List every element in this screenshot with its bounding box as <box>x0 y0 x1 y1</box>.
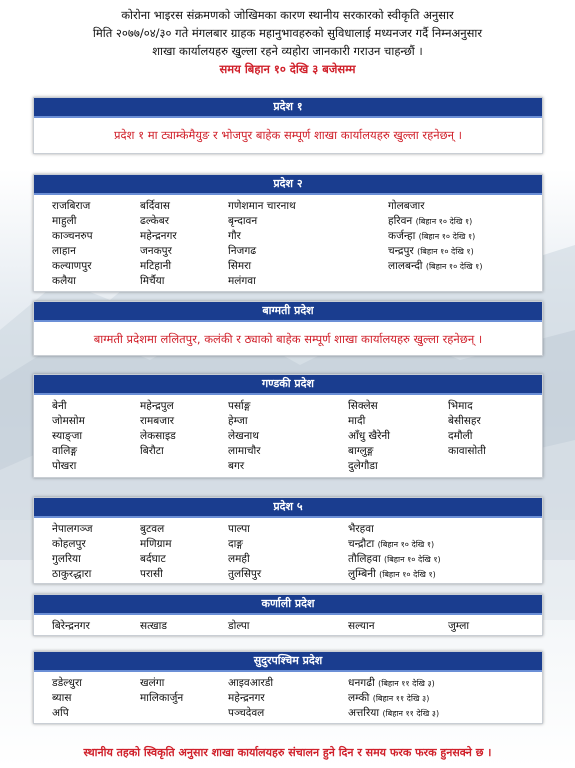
branch-name <box>52 214 140 229</box>
branch-name: सिक्लेस <box>348 400 378 412</box>
branch-name: लेखनाथ <box>228 430 259 442</box>
province-1-section <box>33 97 543 154</box>
branch-name <box>348 552 548 567</box>
branch-hours-note: (बिहान १० देखि १) <box>417 247 474 256</box>
branch-hours-note: (बिहान ११ देखि ३) <box>382 709 440 718</box>
branch-label: सिमरा <box>228 260 252 272</box>
branch-name: बगर <box>228 460 245 472</box>
branch-label: काञ्चनरुप <box>52 230 93 242</box>
branch-name <box>228 214 388 229</box>
sudurpaschim-branch-list <box>34 672 542 721</box>
branch-label: महेन्द्रनगर <box>228 692 265 704</box>
intro-line-3: शाखा कार्यालयहरु खुल्ला रहने व्यहोरा जानकारी गराउन चाहन्छौं । <box>152 44 423 58</box>
branch-label: आइवआरडी <box>228 677 274 689</box>
province-5-header: प्रदेश ५ <box>34 498 542 518</box>
branch-label: कल्याणपुर <box>52 260 92 272</box>
branch-name: बेसीसहर <box>448 415 481 427</box>
branch-name <box>52 199 140 214</box>
branch-label: गौर <box>228 230 241 242</box>
branch-name <box>348 537 548 552</box>
service-hours: समय बिहान १० देखि ३ बजेसम्म <box>219 62 356 76</box>
bagmati-notice: बाग्मती प्रदेशमा ललितपुर, कलंकी र ठ्याको बाहेक सम्पूर्ण शाखा कार्यालयहरु खुल्ला रहनेछन् । <box>93 332 483 346</box>
branch-name <box>52 244 140 259</box>
branch-name <box>388 274 548 289</box>
branch-label: ढल्केबर <box>140 215 170 227</box>
karnali-header: कर्णाली प्रदेश <box>34 595 542 615</box>
branch-name <box>388 199 548 214</box>
branch-name <box>388 229 548 244</box>
branch-label: बर्दघाट <box>140 553 166 565</box>
branch-name: कावासोती <box>448 445 486 457</box>
branch-label: नेपालगञ्ज <box>52 523 93 535</box>
branch-name <box>140 522 228 537</box>
sudurpaschim-header: सुदुरपश्चिम प्रदेश <box>34 652 542 672</box>
branch-hours-note: (बिहान १० देखि १) <box>379 570 436 579</box>
branch-label: लम्की <box>348 692 370 704</box>
branch-name: बाग्लुङ्ग <box>348 445 374 457</box>
branch-label: अत्तरिया <box>348 707 380 719</box>
branch-label: जनकपुर <box>140 245 172 257</box>
branch-label: चन्द्रौटा <box>348 538 375 550</box>
branch-name <box>140 567 228 582</box>
branch-name: मादी <box>348 415 366 427</box>
branch-label: अपि <box>52 707 69 719</box>
branch-name: दमौली <box>448 430 473 442</box>
branch-hours-note: (बिहान १० देखि १) <box>425 262 483 271</box>
branch-label: लुम्बिनी <box>348 568 376 580</box>
branch-label: कलैया <box>52 275 76 287</box>
branch-name <box>348 522 548 537</box>
branch-name <box>140 259 228 274</box>
branch-name <box>388 214 548 229</box>
branch-name <box>228 259 388 274</box>
branch-name <box>348 706 548 721</box>
branch-name <box>228 229 388 244</box>
branch-name <box>228 691 348 706</box>
branch-label: कर्जन्हा <box>388 230 416 242</box>
branch-label: डडेल्धुरा <box>52 677 82 689</box>
branch-name: रामबजार <box>140 415 175 427</box>
branch-name <box>140 229 228 244</box>
province-5-branch-list <box>34 518 542 582</box>
branch-name: लामाचौर <box>228 445 261 457</box>
branch-label: माहुली <box>52 215 77 227</box>
branch-name <box>348 691 548 706</box>
branch-label: गणेशमान चारनाथ <box>228 200 296 212</box>
branch-name <box>52 567 140 582</box>
branch-label: चन्द्रपुर <box>388 245 414 257</box>
branch-name: सत्खाड <box>140 620 167 632</box>
karnali-branch-list <box>34 615 542 634</box>
branch-label: बर्दिवास <box>140 200 170 212</box>
branch-name <box>140 691 228 706</box>
gandaki-branch-list <box>34 395 542 474</box>
branch-name <box>140 676 228 691</box>
branch-name <box>228 522 348 537</box>
branch-hours-note: (बिहान १० देखि १) <box>415 217 473 226</box>
province-1-header: प्रदेश १ <box>34 98 542 118</box>
branch-label: मलंगवा <box>228 275 256 287</box>
branch-name: सल्यान <box>348 620 375 632</box>
province-2-header: प्रदेश २ <box>34 175 542 195</box>
branch-label: भैरहवा <box>348 523 374 535</box>
branch-label: परासी <box>140 568 163 580</box>
gandaki-header: गण्डकी प्रदेश <box>34 375 542 395</box>
branch-label: पञ्चदेवल <box>228 707 265 719</box>
branch-name <box>140 552 228 567</box>
branch-name <box>52 274 140 289</box>
province-2-section <box>33 174 543 292</box>
branch-name <box>228 552 348 567</box>
branch-name: लेकसाइड <box>140 430 176 442</box>
province-5-section <box>33 497 543 584</box>
bagmati-header: बाग्मती प्रदेश <box>34 302 542 322</box>
branch-name <box>140 214 228 229</box>
intro-line-2: मिति २०७७/०४/३० गते मंगलबार ग्राहक महानुभावहरुको सुविधालाई मध्यनजर गर्दै निम्नअनुसार <box>92 26 483 40</box>
branch-name: जुम्ला <box>448 620 470 632</box>
branch-name: बिरेन्द्रनगर <box>52 620 90 632</box>
branch-name: जोमसोम <box>52 415 85 427</box>
branch-name <box>388 259 548 274</box>
branch-name <box>228 244 388 259</box>
branch-name: बेनी <box>52 400 67 412</box>
branch-name: पोखरा <box>52 460 77 472</box>
branch-name <box>52 229 140 244</box>
branch-name <box>52 706 140 721</box>
karnali-section <box>33 594 543 636</box>
branch-label: लाहान <box>52 245 76 257</box>
branch-name <box>228 274 388 289</box>
branch-name <box>140 706 228 721</box>
branch-name <box>52 691 140 706</box>
branch-label: कोहलपुर <box>52 538 86 550</box>
branch-label: राजबिराज <box>52 200 91 212</box>
branch-name <box>228 567 348 582</box>
branch-label: पाल्पा <box>228 523 250 535</box>
branch-name: दुलेगौडा <box>348 460 378 472</box>
branch-hours-note: (बिहान ११ देखि ३) <box>372 694 430 703</box>
branch-label: दाङ्ग <box>228 538 243 550</box>
branch-label: तुलसिपुर <box>228 568 262 580</box>
branch-label: मणिग्राम <box>140 538 172 550</box>
branch-name: आँधु खैरेनी <box>348 430 390 442</box>
branch-name <box>348 567 548 582</box>
branch-name <box>140 459 228 474</box>
branch-label: लालबन्दी <box>388 260 423 272</box>
branch-name <box>228 676 348 691</box>
branch-hours-note: (बिहान १० देखि १) <box>384 555 441 564</box>
branch-name: वालिङ्ग <box>52 445 78 457</box>
branch-name <box>140 274 228 289</box>
branch-name: स्याङ्जा <box>52 430 83 442</box>
province-1-notice: प्रदेश १ मा ट्याम्केमैयुङ र भोजपुर बाहेक सम्पूर्ण शाखा कार्यालयहरु खुल्ला रहनेछन् । <box>113 128 463 142</box>
branch-label: धनगढी <box>348 677 375 689</box>
branch-label: मिर्चैया <box>140 275 165 287</box>
branch-label: बृन्दावन <box>228 215 258 227</box>
branch-label: खलंगा <box>140 677 165 689</box>
branch-name <box>228 537 348 552</box>
branch-name <box>228 199 388 214</box>
branch-label: गुलरिया <box>52 553 81 565</box>
branch-name: बिरौटा <box>140 445 164 457</box>
intro-line-1: कोरोना भाइरस संक्रमणको जोखिमका कारण स्थानीय सरकारको स्वीकृति अनुसार <box>121 8 454 22</box>
branch-hours-note: (बिहान १० देखि १) <box>418 232 476 241</box>
branch-label: मटिहानी <box>140 260 172 272</box>
province-2-branch-list <box>34 195 542 289</box>
branch-label: हरिवन <box>388 215 413 227</box>
branch-name <box>52 522 140 537</box>
branch-name <box>228 706 348 721</box>
branch-name <box>52 259 140 274</box>
branch-name: हेम्जा <box>228 415 248 427</box>
branch-label: ठाकुरद्धारा <box>52 568 92 580</box>
branch-name <box>348 676 548 691</box>
sudurpaschim-section <box>33 651 543 724</box>
branch-hours-note: (बिहान १० देखि १) <box>377 540 435 549</box>
branch-name <box>140 244 228 259</box>
branch-name: भिमाद <box>448 400 473 412</box>
branch-label: गोलबजार <box>388 200 425 212</box>
branch-hours-note: (बिहान ११ देखि ३) <box>378 679 435 688</box>
branch-label: बुटवल <box>140 523 165 535</box>
branch-name: महेन्द्रपुल <box>140 400 174 412</box>
branch-name <box>52 537 140 552</box>
branch-name <box>140 537 228 552</box>
bagmati-section <box>33 301 543 356</box>
branch-name <box>140 199 228 214</box>
branch-name: डोल्पा <box>228 620 250 632</box>
intro-notice <box>0 6 575 78</box>
branch-label: महेन्द्रनगर <box>140 230 177 242</box>
branch-label: मालिकार्जुन <box>140 692 184 704</box>
branch-name <box>448 459 538 474</box>
branch-label: लमही <box>228 553 250 565</box>
branch-name: पर्साङ्ग <box>228 400 251 412</box>
footer-note: स्थानीय तहको स्विकृति अनुसार शाखा कार्यालयहरु संचालन हुने दिन र समय फरक फरक हुनसक्ने छ । <box>83 746 492 759</box>
branch-name <box>52 676 140 691</box>
branch-label: तौलिहवा <box>348 553 381 565</box>
branch-label: निजगढ <box>228 245 257 257</box>
branch-name <box>52 552 140 567</box>
branch-name <box>388 244 548 259</box>
branch-label: ब्यास <box>52 692 72 704</box>
gandaki-section <box>33 374 543 478</box>
